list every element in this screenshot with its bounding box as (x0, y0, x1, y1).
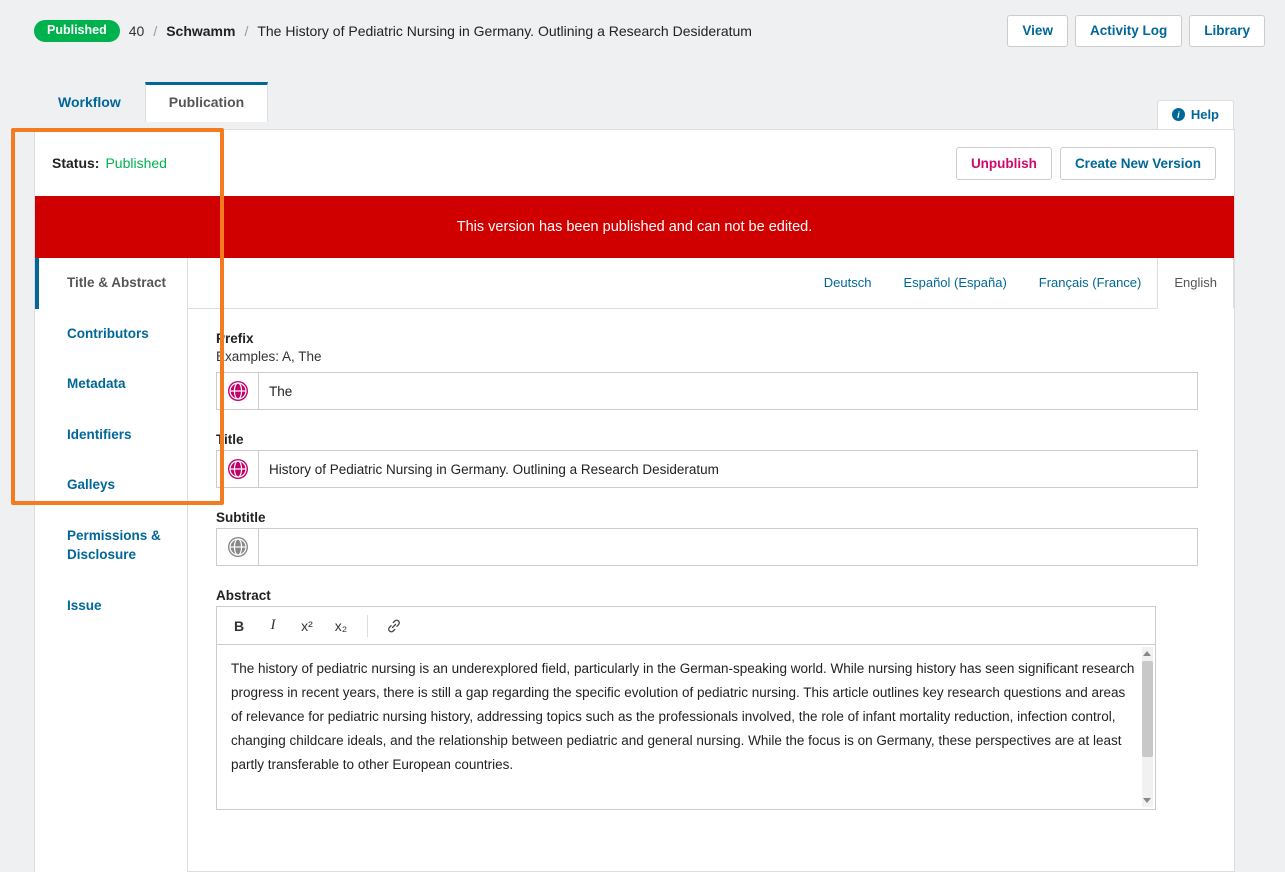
sidebar-item-metadata[interactable]: Metadata (67, 376, 126, 392)
top-bar-actions (1000, 15, 1265, 47)
abstract-toolbar (217, 607, 1155, 645)
prefix-help: Examples: A, The (216, 349, 322, 364)
subtitle-label: Subtitle (216, 510, 266, 525)
tab-publication[interactable]: Publication (145, 82, 268, 122)
scroll-down-icon[interactable] (1143, 798, 1151, 803)
publication-body (35, 258, 1234, 872)
language-tab-english[interactable]: English (1157, 258, 1234, 309)
status-row (35, 130, 1234, 196)
main-tabs (34, 82, 268, 122)
abstract-text: The history of pediatric nursing is an underexplored field, particularly in the German-speaking world. While nursing history has seen significant research progress in recent years, there is still a gap regarding the specific evolution of pediatric nursing. This article outlines key research questions and areas of relevance for pediatric nursing history, addressing topics such as the professionals involved, the role of infant mortality reduction, infection control, changing childcare ideals, and the relationship between pediatric and general nursing. While the focus is on Germany, these perspectives are at least partly transferable to other European countries. (231, 661, 1135, 773)
submission-id: 40 (128, 23, 145, 39)
language-tab-espanol[interactable]: Español (España) (903, 275, 1007, 290)
tab-workflow[interactable]: Workflow (58, 94, 121, 110)
sidebar-item-title-abstract[interactable]: Title & Abstract (35, 258, 187, 309)
sidebar-item-permissions-disclosure[interactable]: Permissions & Disclosure (67, 527, 161, 563)
create-new-version-button[interactable]: Create New Version (1060, 147, 1216, 180)
breadcrumb-title: The History of Pediatric Nursing in Germany. Outlining a Research Desideratum (257, 23, 752, 39)
sidebar-item-galleys[interactable]: Galleys (67, 477, 116, 493)
superscript-icon[interactable]: x² (301, 617, 313, 634)
unpublish-button[interactable]: Unpublish (956, 147, 1052, 180)
language-tabs (188, 258, 1234, 309)
top-bar (0, 0, 1285, 62)
globe-icon (216, 528, 258, 566)
library-button[interactable]: Library (1189, 15, 1265, 47)
italic-icon[interactable]: I (270, 617, 276, 633)
abstract-scrollbar[interactable] (1142, 647, 1153, 807)
sidebar-item-contributors[interactable]: Contributors (67, 325, 149, 341)
language-tab-francais[interactable]: Français (France) (1038, 275, 1142, 290)
status-badge: Published (34, 20, 120, 42)
status-value: Published (105, 155, 167, 171)
prefix-input[interactable] (258, 372, 1198, 410)
scroll-up-icon[interactable] (1143, 651, 1151, 656)
title-input[interactable] (258, 450, 1198, 488)
abstract-label: Abstract (216, 588, 271, 603)
title-label: Title (216, 432, 244, 447)
published-notice: This version has been published and can not be edited. (35, 196, 1234, 258)
prefix-label: Prefix (216, 331, 254, 346)
subscript-icon[interactable]: x₂ (334, 617, 348, 634)
sidebar-item-identifiers[interactable]: Identifiers (67, 426, 132, 442)
view-button[interactable]: View (1007, 15, 1068, 47)
sidebar-item-issue[interactable]: Issue (67, 597, 102, 613)
language-tab-deutsch[interactable]: Deutsch (823, 275, 872, 290)
help-label: Help (1190, 107, 1219, 122)
toolbar-divider (367, 615, 368, 637)
subtitle-field-group (216, 528, 1198, 566)
link-icon[interactable] (378, 611, 410, 641)
breadcrumb-separator-1: / (153, 23, 158, 39)
title-abstract-form (188, 309, 1234, 810)
abstract-editor (216, 606, 1156, 810)
subtitle-input[interactable] (258, 528, 1198, 566)
status-actions (956, 147, 1216, 180)
breadcrumb-separator-2: / (244, 23, 249, 39)
scroll-thumb[interactable] (1142, 661, 1153, 757)
breadcrumb-author: Schwamm (166, 23, 236, 39)
activity-log-button[interactable]: Activity Log (1075, 15, 1182, 47)
abstract-textarea[interactable] (217, 645, 1155, 809)
help-button[interactable] (1157, 100, 1234, 129)
bold-icon[interactable]: B (233, 617, 245, 634)
breadcrumb (34, 20, 752, 42)
globe-icon (216, 450, 258, 488)
publication-sidebar (35, 258, 188, 872)
title-field-group (216, 450, 1198, 488)
status-label: Status: (52, 155, 100, 171)
publication-panel (34, 129, 1235, 872)
prefix-field-group (216, 372, 1198, 410)
globe-icon (216, 372, 258, 410)
publication-content (188, 258, 1234, 872)
info-icon: i (1172, 108, 1185, 121)
